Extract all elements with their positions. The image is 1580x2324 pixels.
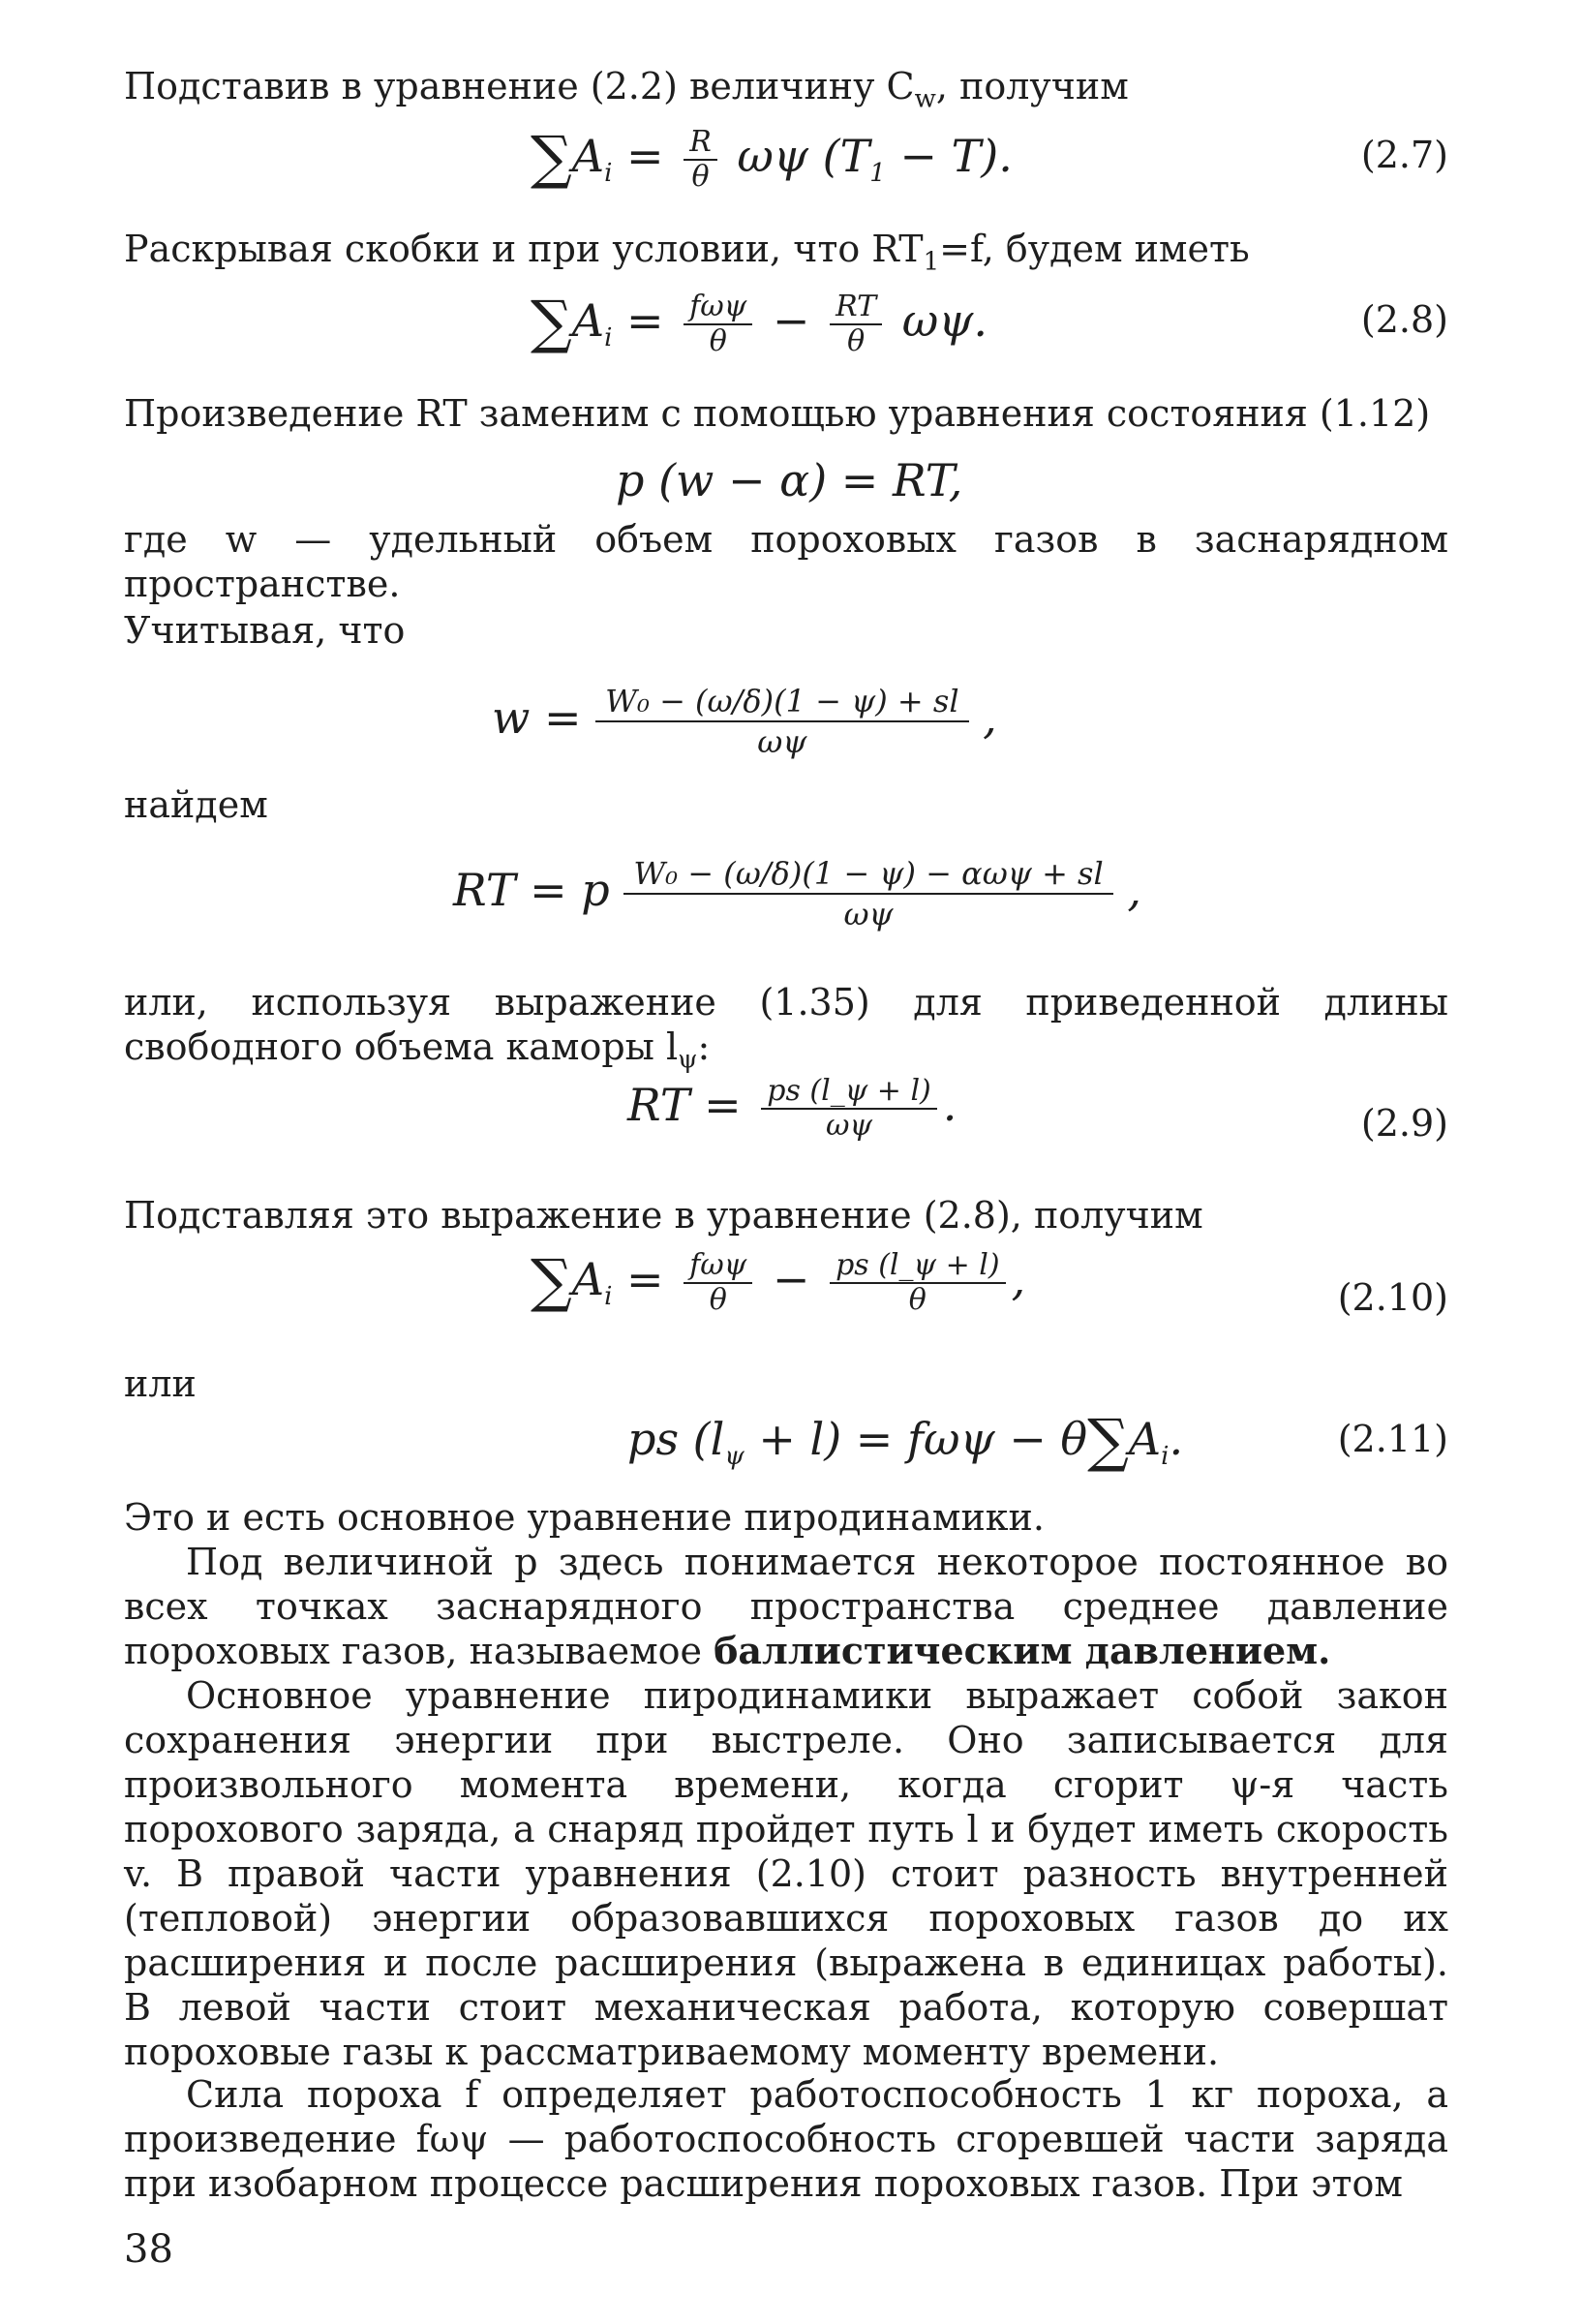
numerator: W₀ − (ω/δ)(1 − ψ) − αωψ + sl bbox=[633, 855, 1104, 892]
eq-term: . bbox=[1169, 1413, 1184, 1465]
paragraph-intro bbox=[124, 64, 1448, 122]
text: : bbox=[697, 1025, 711, 1068]
denominator: θ bbox=[684, 1282, 752, 1317]
equation-2-7 bbox=[124, 126, 1448, 194]
eq-term: A bbox=[1128, 1413, 1162, 1465]
subscript: ψ bbox=[678, 1045, 698, 1075]
eq-term: . bbox=[942, 1079, 957, 1131]
numerator: RT bbox=[836, 290, 877, 323]
equation-number: (2.7) bbox=[1360, 134, 1448, 176]
denominator: θ bbox=[684, 159, 717, 194]
text: Это и есть основное уравнение пиродинамики. bbox=[124, 1496, 1045, 1539]
paragraph bbox=[124, 782, 1448, 827]
bold-term: баллистическим давлением. bbox=[714, 1629, 1331, 1672]
eq-sign: = bbox=[612, 294, 679, 347]
fraction bbox=[830, 290, 882, 358]
text: Сила пороха f определяет работоспособность 1 кг пороха, а произведение fωψ — работоспособность сгоревшей части заряда при изобарном процессе расширения пороховых газов. При этом bbox=[124, 2073, 1448, 2205]
equation-2-11 bbox=[124, 1407, 1448, 1487]
eq-sign: − bbox=[758, 294, 825, 347]
fraction bbox=[623, 854, 1112, 933]
paragraph bbox=[124, 1361, 1448, 1406]
eq-term: , bbox=[968, 691, 997, 744]
denominator: ωψ bbox=[595, 720, 968, 761]
eq-term: , bbox=[1112, 864, 1141, 916]
eq-term: RT = p bbox=[453, 864, 624, 916]
paragraph bbox=[124, 517, 1448, 606]
equation-2-8 bbox=[124, 290, 1448, 368]
eq-term: RT = bbox=[627, 1079, 756, 1131]
text: Подставив в уравнение (2.2) величину C bbox=[124, 65, 915, 107]
numerator: W₀ − (ω/δ)(1 − ψ) + sl bbox=[605, 683, 959, 719]
page-number: 38 bbox=[124, 2227, 173, 2272]
eq-sub: i bbox=[604, 159, 613, 189]
numerator: R bbox=[689, 125, 712, 159]
eq-term: A bbox=[571, 130, 605, 182]
fraction bbox=[684, 1249, 752, 1317]
equation-number: (2.9) bbox=[1360, 1102, 1448, 1145]
paragraph bbox=[124, 227, 1448, 285]
equation-rt bbox=[124, 841, 1448, 957]
paragraph bbox=[124, 391, 1448, 436]
fraction bbox=[761, 1075, 936, 1143]
eq-term: A bbox=[571, 1253, 605, 1305]
eq-sub: 1 bbox=[869, 159, 886, 189]
text: или, используя выражение (1.35) для приведенной длины свободного объема каморы l bbox=[124, 981, 1448, 1068]
text: Учитывая, что bbox=[124, 609, 406, 652]
eq-sub: i bbox=[604, 323, 613, 353]
paragraph bbox=[124, 2072, 1448, 2206]
equation-2-9 bbox=[124, 1075, 1448, 1172]
fraction bbox=[595, 682, 968, 761]
equation-number: (2.8) bbox=[1360, 298, 1448, 341]
text: Раскрывая скобки и при условии, что RT bbox=[124, 228, 924, 270]
eq-term: A bbox=[571, 294, 605, 347]
eq-sign: = bbox=[612, 130, 679, 182]
text: , получим bbox=[935, 65, 1129, 107]
fraction bbox=[830, 1249, 1005, 1317]
eq-sign: − bbox=[758, 1253, 825, 1305]
sum-symbol: ∑ bbox=[1087, 1407, 1129, 1475]
denominator: ωψ bbox=[623, 893, 1112, 933]
sum-symbol: ∑ bbox=[531, 289, 572, 356]
text: Подставляя это выражение в уравнение (2.8), получим bbox=[124, 1194, 1203, 1237]
eq-term: , bbox=[1011, 1253, 1026, 1305]
text: Произведение RT заменим с помощью уравнения состояния (1.12) bbox=[124, 392, 1431, 435]
text: Основное уравнение пиродинамики выражает собой закон сохранения энергии при выстреле. Оно записывается для произвольного момента времени, когда сгорит ψ-я часть порохового заряда, а снаряд пройдет путь l и будет иметь скорость v. В правой части уравнения (2.10) стоит разность внутренней (тепловой) энергии образовавшихся пороховых газов до их расширения и после расширения (выражена в единицах работы). В левой части стоит механическая работа, которую совершат пороховые газы к рассматриваемому моменту времени. bbox=[124, 1674, 1448, 2073]
numerator: ps (l_ψ + l) bbox=[767, 1074, 931, 1108]
subscript: 1 bbox=[923, 247, 940, 277]
equation-w bbox=[124, 668, 1448, 784]
sum-symbol: ∑ bbox=[531, 1247, 572, 1315]
numerator: fωψ bbox=[689, 290, 747, 323]
denominator: ωψ bbox=[761, 1108, 936, 1143]
eq-sub: i bbox=[604, 1282, 613, 1312]
text: =f, будем иметь bbox=[939, 228, 1250, 270]
subscript: w bbox=[914, 84, 936, 114]
text: где w — удельный объем пороховых газов в заснарядном пространстве. bbox=[124, 518, 1448, 605]
eq-term: ps (l bbox=[627, 1413, 725, 1465]
equation-2-10 bbox=[124, 1249, 1448, 1346]
text: Под величиной p здесь понимается некоторое постоянное во всех точках заснарядного пространства среднее давление пороховых газов, называемое bbox=[124, 1541, 1448, 1672]
denominator: θ bbox=[684, 323, 752, 358]
eq-term: ωψ (T bbox=[722, 130, 870, 182]
eq-sign: = bbox=[612, 1253, 679, 1305]
eq-sub: ψ bbox=[724, 1442, 744, 1472]
paragraph bbox=[124, 1673, 1448, 2074]
eq-term: p (w − α) = RT, bbox=[616, 454, 963, 506]
equation-number: (2.11) bbox=[1337, 1418, 1448, 1460]
paragraph bbox=[124, 980, 1448, 1083]
numerator: fωψ bbox=[689, 1248, 747, 1282]
fraction bbox=[684, 126, 717, 194]
numerator: ps (l_ψ + l) bbox=[836, 1248, 1000, 1282]
eq-term: ωψ. bbox=[888, 294, 988, 347]
paragraph bbox=[124, 1193, 1448, 1238]
eq-term: w = bbox=[492, 691, 596, 744]
paragraph bbox=[124, 1495, 1448, 1540]
paragraph bbox=[124, 1540, 1448, 1673]
denominator: θ bbox=[830, 323, 882, 358]
equation-state bbox=[124, 451, 1448, 509]
eq-term: + l) = fωψ − θ bbox=[744, 1413, 1088, 1465]
eq-sub: i bbox=[1161, 1442, 1170, 1472]
equation-number: (2.10) bbox=[1337, 1276, 1448, 1319]
text: или bbox=[124, 1362, 197, 1405]
text: найдем bbox=[124, 783, 268, 826]
fraction bbox=[684, 290, 752, 358]
eq-term: − T). bbox=[885, 130, 1013, 182]
sum-symbol: ∑ bbox=[531, 124, 572, 192]
denominator: θ bbox=[830, 1282, 1005, 1317]
paragraph bbox=[124, 608, 1448, 653]
